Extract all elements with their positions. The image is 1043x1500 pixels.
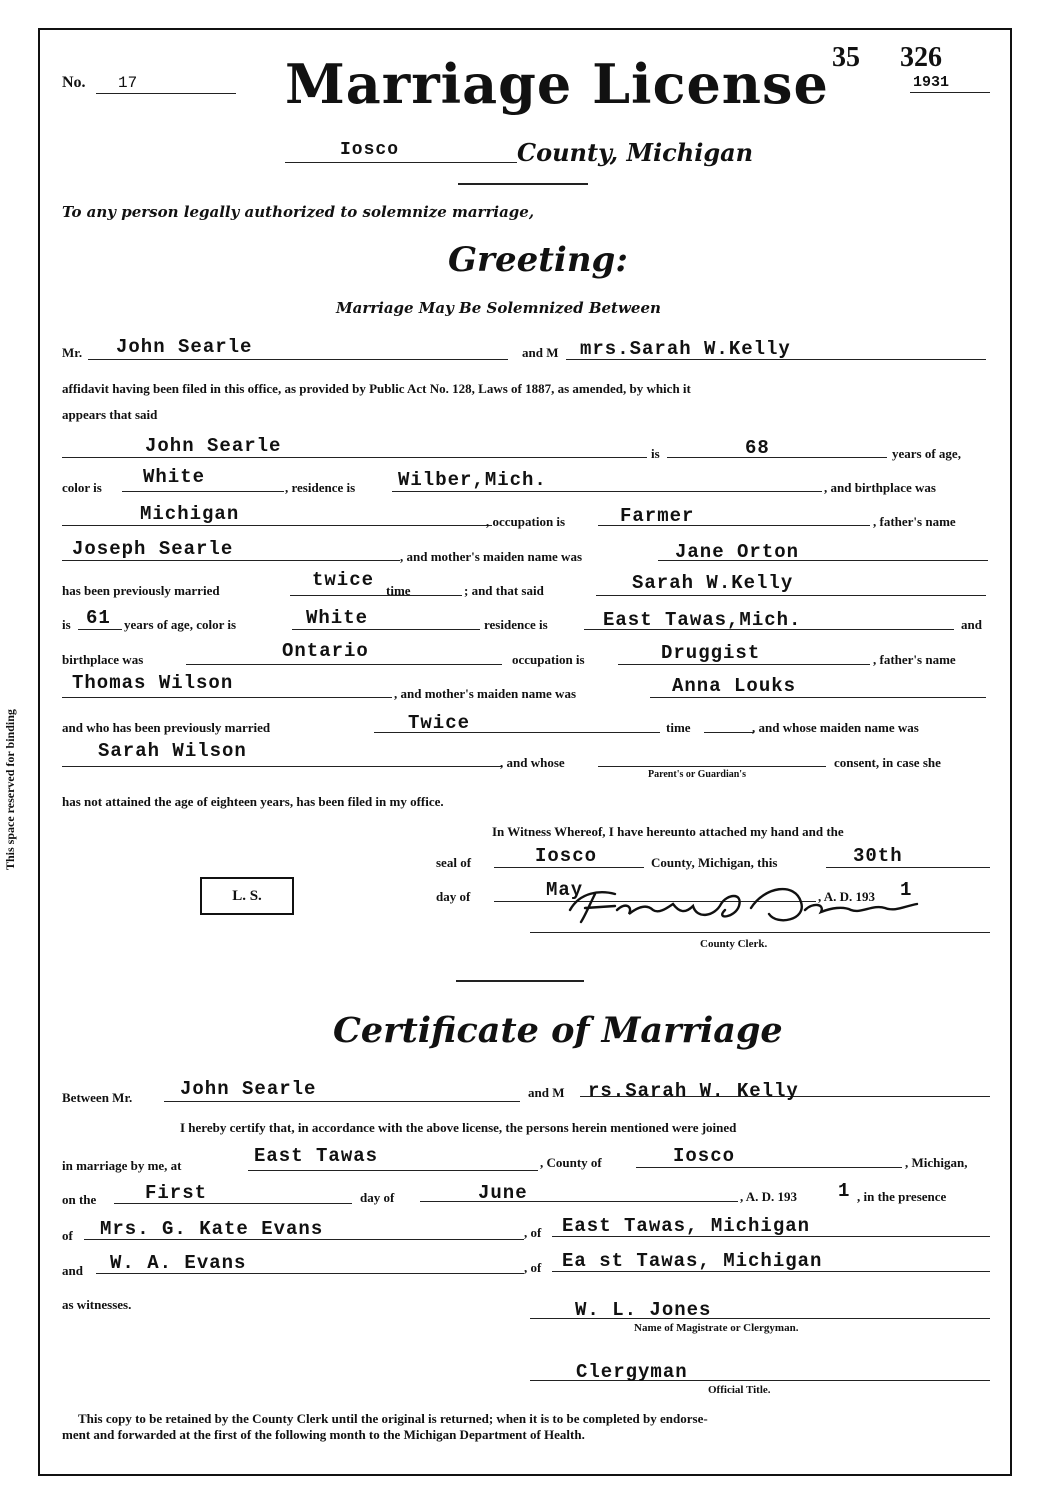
married-at-label: in marriage by me, at [62, 1158, 182, 1173]
groom-name: John Searle [116, 336, 253, 358]
marriage-place: East Tawas [254, 1145, 379, 1167]
bride-mother: Anna Louks [672, 675, 797, 697]
stamped-year: 1931 [913, 74, 950, 91]
g-bridename-line [596, 595, 986, 596]
g-residence-label: , residence is [285, 480, 356, 495]
license-ad-label: , A. D. 193 [818, 889, 876, 904]
b-birthplace-label: birthplace was [62, 652, 144, 667]
b-consent-end: has not attained the age of eighteen years, has been filed in my office. [62, 794, 444, 809]
cert-bride-name: rs.Sarah W. Kelly [588, 1080, 799, 1102]
binding-note: This space reserved for binding [3, 709, 17, 870]
groom-mother: Jane Orton [675, 541, 800, 563]
b-mother-label: , and mother's maiden name was [394, 686, 577, 701]
official-title-label: Official Title. [708, 1384, 771, 1396]
g-birthplace-line [62, 525, 492, 526]
cert-and-label: and [62, 1263, 83, 1278]
as-witnesses-label: as witnesses. [62, 1297, 132, 1312]
license-county: Iosco [340, 140, 400, 160]
groom-info-name: John Searle [145, 435, 282, 457]
mr-label: Mr. [62, 345, 83, 360]
b-birthplace-line [186, 664, 502, 665]
b-mother-line [650, 697, 986, 698]
divider-rule [456, 980, 584, 982]
g-residence-line [392, 491, 822, 492]
document-title: Marriage License [285, 52, 829, 116]
greeting-heading: Greeting: [448, 240, 628, 280]
marriage-county: Iosco [673, 1145, 736, 1167]
groom-line [88, 359, 508, 360]
file-number-a: 35 [832, 42, 860, 73]
b-occupation-line [618, 664, 870, 665]
groom-residence: Wilber,Mich. [398, 469, 547, 491]
bride-occupation: Druggist [661, 642, 761, 664]
county-michigan-this-label: County, Michigan, this [651, 855, 778, 870]
clerk-signature [555, 880, 935, 930]
license-year-digit: 1 [900, 879, 913, 901]
g-time-label: time [386, 583, 411, 598]
b-father-line [62, 697, 392, 698]
witness1-of-label: , of [524, 1225, 542, 1240]
b-occupation-label: occupation is [512, 652, 585, 667]
marriage-day: First [145, 1182, 208, 1204]
in-presence-label: , in the presence [857, 1189, 947, 1204]
issue-day-line [826, 867, 990, 868]
groom-age: 68 [745, 437, 770, 459]
license-issue-county: Iosco [535, 845, 598, 867]
magistrate-label: Name of Magistrate or Clergyman. [634, 1322, 799, 1334]
seal-county-line [494, 867, 644, 868]
g-color-line [122, 491, 284, 492]
solemnized-between-line: Marriage May Be Solemnized Between [336, 299, 661, 317]
bride-prev-married: Twice [408, 712, 471, 734]
clerk-sign-line [530, 932, 990, 933]
g-years-label: years of age, [892, 446, 961, 461]
bride-name: mrs.Sarah W.Kelly [580, 338, 791, 360]
g-age-line [667, 457, 887, 458]
g-and-said-label: ; and that said [464, 583, 544, 598]
b-consent-line [598, 766, 826, 767]
parent-guardian-label: Parent's or Guardian's [648, 769, 746, 780]
cert-groom-line [164, 1101, 520, 1102]
bride-residence: East Tawas,Mich. [603, 609, 802, 631]
witness2-name: W. A. Evans [110, 1252, 247, 1274]
and-m-label: and M [522, 345, 559, 360]
cert-month-line [420, 1201, 738, 1202]
groom-occupation: Farmer [620, 505, 695, 527]
groom-birthplace: Michigan [140, 503, 240, 525]
b-residence-label: residence is [484, 617, 548, 632]
bride-maiden-name: Sarah Wilson [98, 740, 247, 762]
groom-father: Joseph Searle [72, 538, 234, 560]
official-title-value: Clergyman [576, 1361, 688, 1383]
on-the-label: on the [62, 1192, 97, 1207]
day-of-label: day of [436, 889, 471, 904]
witness1-name: Mrs. G. Kate Evans [100, 1218, 324, 1240]
footer-line-1: This copy to be retained by the County Clerk until the original is returned; when it is to be completed by endorse- [78, 1411, 708, 1426]
affidavit-text-1: affidavit having been filed in this office, as provided by Public Act No. 128, Laws of 1887, as amended, by which it [62, 381, 691, 396]
seal-label: L. S. [232, 887, 262, 904]
b-father-label: , father's name [873, 652, 956, 667]
witness1-place: East Tawas, Michigan [562, 1215, 811, 1237]
cert-and-m-label: and M [528, 1085, 565, 1100]
cert-of-label: of [62, 1228, 73, 1243]
county-clerk-label: County Clerk. [700, 938, 768, 950]
b-years-label: years of age, color is [124, 617, 237, 632]
county-underline [285, 162, 517, 163]
footer-line-2: ment and forwarded at the first of the following month to the Michigan Department of Health. [62, 1427, 585, 1442]
groom-prev-married: twice [312, 569, 375, 591]
no-underline [96, 93, 236, 94]
bride-birthplace: Ontario [282, 640, 369, 662]
cert-county-line [636, 1167, 902, 1168]
marriage-month: June [478, 1182, 528, 1204]
witness2-place: Ea st Tawas, Michigan [562, 1250, 823, 1272]
certify-text: I hereby certify that, in accordance with the above license, the persons herein mentioned were joined [180, 1120, 737, 1135]
license-issue-day: 30th [853, 845, 903, 867]
county-of-label: , County of [540, 1155, 602, 1170]
license-issue-month: May [546, 879, 584, 901]
g-occupation-label: , occupation is [486, 514, 566, 529]
g-color-label: color is [62, 480, 102, 495]
witness2-of-label: , of [524, 1260, 542, 1275]
b-time-line [704, 732, 754, 733]
seal-box [200, 877, 294, 915]
seal-of-label: seal of [436, 855, 472, 870]
g-name-line [62, 457, 647, 458]
g-father-line [62, 560, 400, 561]
year-underline [910, 92, 990, 93]
b-consent-and: , and whose [500, 755, 565, 770]
b-and-label: and [961, 617, 982, 632]
no-label: No. [62, 74, 86, 91]
g-mother-label: , and mother's maiden name was [400, 549, 583, 564]
cert-michigan-label: , Michigan, [905, 1155, 968, 1170]
cert-between-label: Between Mr. [62, 1090, 133, 1105]
g-father-label: , father's name [873, 514, 956, 529]
header-rule [458, 183, 588, 185]
bride-color: White [306, 607, 369, 629]
b-age-line [78, 629, 122, 630]
b-time-label: time [666, 720, 691, 735]
g-birthplace-label: , and birthplace was [824, 480, 936, 495]
b-is-label: is [62, 617, 71, 632]
affidavit-text-2: appears that said [62, 407, 158, 422]
witness-whereof-line: In Witness Whereof, I have hereunto attached my hand and the [492, 824, 844, 839]
cert-groom-name: John Searle [180, 1078, 317, 1100]
b-consent-label: consent, in case she [834, 755, 941, 770]
marriage-year-digit: 1 [838, 1180, 851, 1202]
groom-color: White [143, 466, 206, 488]
b-color-line [292, 629, 480, 630]
cert-day-of-label: day of [360, 1190, 395, 1205]
g-is-label: is [651, 446, 660, 461]
bride-name-said: Sarah W.Kelly [632, 572, 794, 594]
cert-place-line [248, 1170, 538, 1171]
license-number: 17 [118, 74, 138, 92]
b-maiden-label: , and whose maiden name was [752, 720, 919, 735]
g-prev-line [290, 595, 462, 596]
bride-age: 61 [86, 607, 111, 629]
g-prev-label: has been previously married [62, 583, 220, 598]
b-prev-label: and who has been previously married [62, 720, 271, 735]
officiant-name: W. L. Jones [575, 1299, 712, 1321]
to-any-person-line: To any person legally authorized to solemnize marriage, [62, 203, 535, 221]
b-maiden-line [62, 766, 502, 767]
file-number-b: 326 [900, 42, 942, 73]
county-michigan-label: County, Michigan [517, 138, 754, 167]
bride-father: Thomas Wilson [72, 672, 234, 694]
cert-ad-label: , A. D. 193 [740, 1189, 798, 1204]
certificate-title: Certificate of Marriage [333, 1010, 783, 1051]
